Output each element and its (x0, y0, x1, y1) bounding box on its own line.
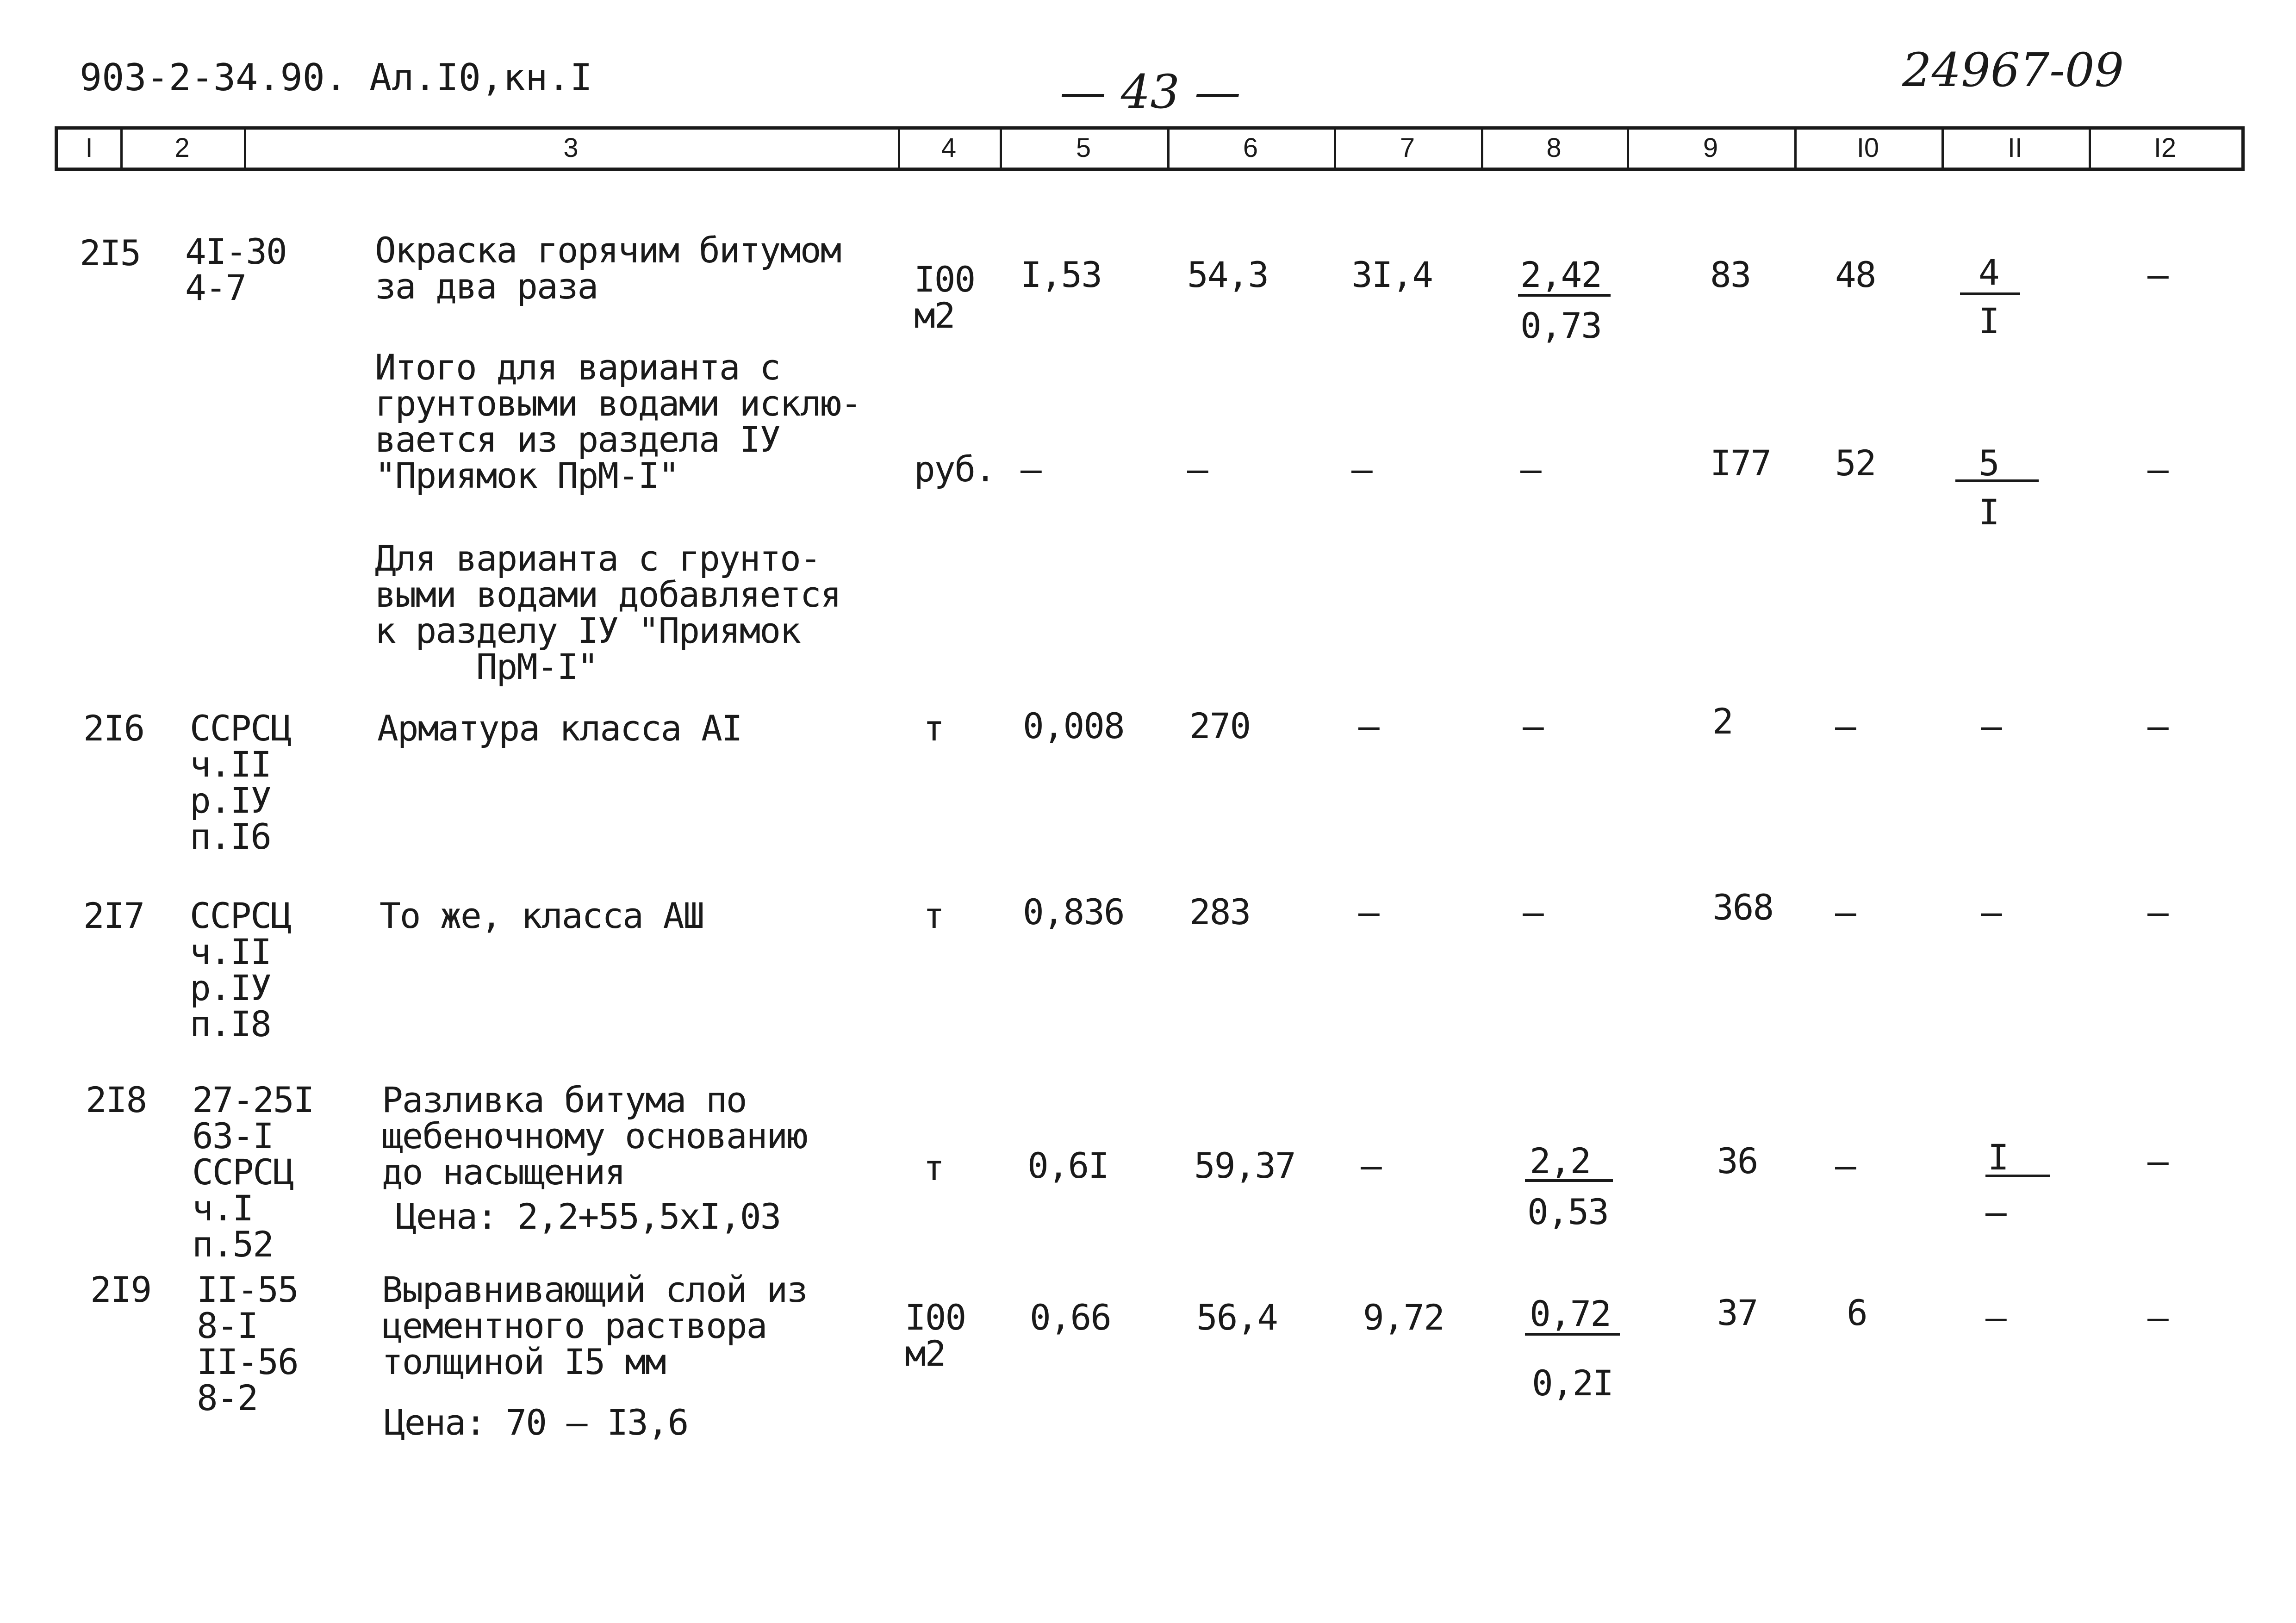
col-7-value: — (1361, 1145, 1381, 1186)
col-9-value: 37 (1717, 1292, 1758, 1333)
work-description: Выравнивающий слой из цементного раствора толщиной I5 мм (382, 1269, 807, 1382)
unit: т (923, 1147, 944, 1188)
quantity: 0,6I (1027, 1145, 1109, 1186)
row-number: 2I9 (90, 1269, 151, 1310)
col-8-value: — (1523, 891, 1543, 933)
col-10-value: 6 (1847, 1292, 1867, 1333)
column-header-10: I0 (1856, 133, 1879, 163)
col-12-value: — (2147, 705, 2168, 746)
column-header-9: 9 (1703, 133, 1718, 163)
rate-code: ССРСЦ ч.II р.IУ п.I8 (190, 895, 291, 1045)
col-8-bottom: 0,73 (1520, 305, 1602, 346)
col-11-value: — (1985, 1297, 2006, 1338)
row-number: 2I5 (80, 232, 141, 274)
page-number: — 43 — (1060, 65, 1241, 119)
col-12-value: — (2147, 891, 2168, 933)
work-description: Окраска горячим битумом за два раза (375, 230, 841, 307)
col-10-value: 48 (1835, 254, 1876, 295)
work-description: То же, класса АШ (380, 895, 704, 936)
col-11-value: — (1981, 705, 2001, 746)
col-7-value: — (1358, 891, 1379, 933)
unit-price: 56,4 (1196, 1297, 1278, 1338)
col-11-bottom: I (1979, 300, 1999, 342)
rate-code: 27-25I 63-I ССРСЦ ч.I п.52 (192, 1079, 314, 1265)
col-7-value: — (1358, 705, 1379, 746)
col-12-value: — (2147, 254, 2168, 295)
unit: т (923, 895, 944, 936)
col-12-value: — (2147, 1140, 2168, 1181)
column-header-3: 3 (563, 133, 579, 163)
col-11-top: 4 (1979, 252, 1999, 293)
quantity: 0,66 (1030, 1297, 1111, 1338)
sheet-id: 24967-09 (1902, 43, 2124, 97)
unit-price: — (1187, 448, 1207, 490)
unit: I00 м2 (914, 259, 975, 336)
column-header-7: 7 (1400, 133, 1415, 163)
fraction-line (1960, 292, 2020, 295)
quantity: 0,008 (1023, 705, 1124, 746)
col-11-top: 5 (1979, 442, 1999, 484)
work-description: Разливка битума по щебеночному основанию до насыщения (382, 1079, 807, 1193)
col-11-top: I (1988, 1137, 2008, 1178)
fraction-line (1955, 479, 2039, 482)
col-8-top: 0,72 (1530, 1293, 1611, 1334)
quantity: — (1020, 448, 1041, 490)
col-9-value: 2 (1712, 701, 1733, 742)
column-header-8: 8 (1546, 133, 1562, 163)
fraction-line (1525, 1328, 1620, 1336)
col-12-value: — (2147, 1297, 2168, 1338)
column-header-2: 2 (174, 133, 190, 163)
col-9-value: 368 (1712, 887, 1773, 928)
rate-code: ССРСЦ ч.II р.IУ п.I6 (190, 708, 291, 857)
fraction-line (1525, 1175, 1613, 1182)
row-number: 2I8 (86, 1079, 147, 1120)
quantity: 0,836 (1023, 891, 1124, 933)
document-code: 903-2-34.90. Ал.I0,кн.I (80, 56, 592, 99)
row-number: 2I6 (83, 708, 144, 749)
col-8-bottom: 0,53 (1527, 1191, 1609, 1232)
fraction-line (1518, 289, 1611, 297)
price-formula: Цена: 2,2+55,5хI,03 (396, 1196, 781, 1237)
col-12-value: — (2147, 448, 2168, 490)
work-description: Арматура класса АI (377, 708, 742, 749)
rate-code: 4I-30 4-7 (185, 231, 286, 308)
column-header-11: II (2007, 133, 2023, 163)
col-8-top: 2,2 (1530, 1140, 1591, 1181)
col-10-value: — (1835, 705, 1855, 746)
column-header-5: 5 (1076, 133, 1091, 163)
col-8-value: — (1520, 448, 1541, 490)
col-9-value: 36 (1717, 1140, 1758, 1181)
col-8-bottom: 0,2I (1532, 1362, 1613, 1404)
col-8-top: 2,42 (1520, 254, 1602, 295)
column-header-1: I (85, 133, 93, 163)
column-header-4: 4 (941, 133, 957, 163)
quantity: I,53 (1020, 254, 1102, 295)
row-number: 2I7 (83, 895, 144, 936)
col-11-bottom: — (1985, 1191, 2006, 1232)
col-9-value: 83 (1710, 254, 1751, 295)
col-10-value: — (1835, 891, 1855, 933)
unit-price: 283 (1189, 891, 1251, 933)
col-11-value: — (1981, 891, 2001, 933)
unit: руб. (914, 448, 996, 490)
price-formula: Цена: 70 — I3,6 (384, 1402, 688, 1443)
column-header-12: I2 (2153, 133, 2177, 163)
rate-code: II-55 8-I II-56 8-2 (197, 1269, 298, 1418)
col-10-value: — (1835, 1145, 1855, 1186)
fraction-line (1985, 1175, 2050, 1177)
col-9-value: I77 (1710, 442, 1771, 484)
unit-price: 270 (1189, 705, 1251, 746)
unit-price: 54,3 (1187, 254, 1269, 295)
col-8-value: — (1523, 705, 1543, 746)
col-7-value: 3I,4 (1351, 254, 1433, 295)
unit-price: 59,37 (1194, 1145, 1295, 1186)
col-7-value: 9,72 (1363, 1297, 1444, 1338)
unit: I00 м2 (905, 1297, 966, 1374)
note-text: Для варианта с грунто- выми водами добавляется к разделу IУ "Приямок ПрМ-I" (375, 538, 841, 687)
work-description: Итого для варианта с грунтовыми водами исклю- вается из раздела IУ "Приямок ПрМ-I" (375, 347, 861, 496)
unit: т (923, 708, 944, 749)
column-header-6: 6 (1243, 133, 1258, 163)
col-11-bottom: I (1979, 491, 1999, 533)
col-7-value: — (1351, 448, 1372, 490)
col-10-value: 52 (1835, 442, 1876, 484)
